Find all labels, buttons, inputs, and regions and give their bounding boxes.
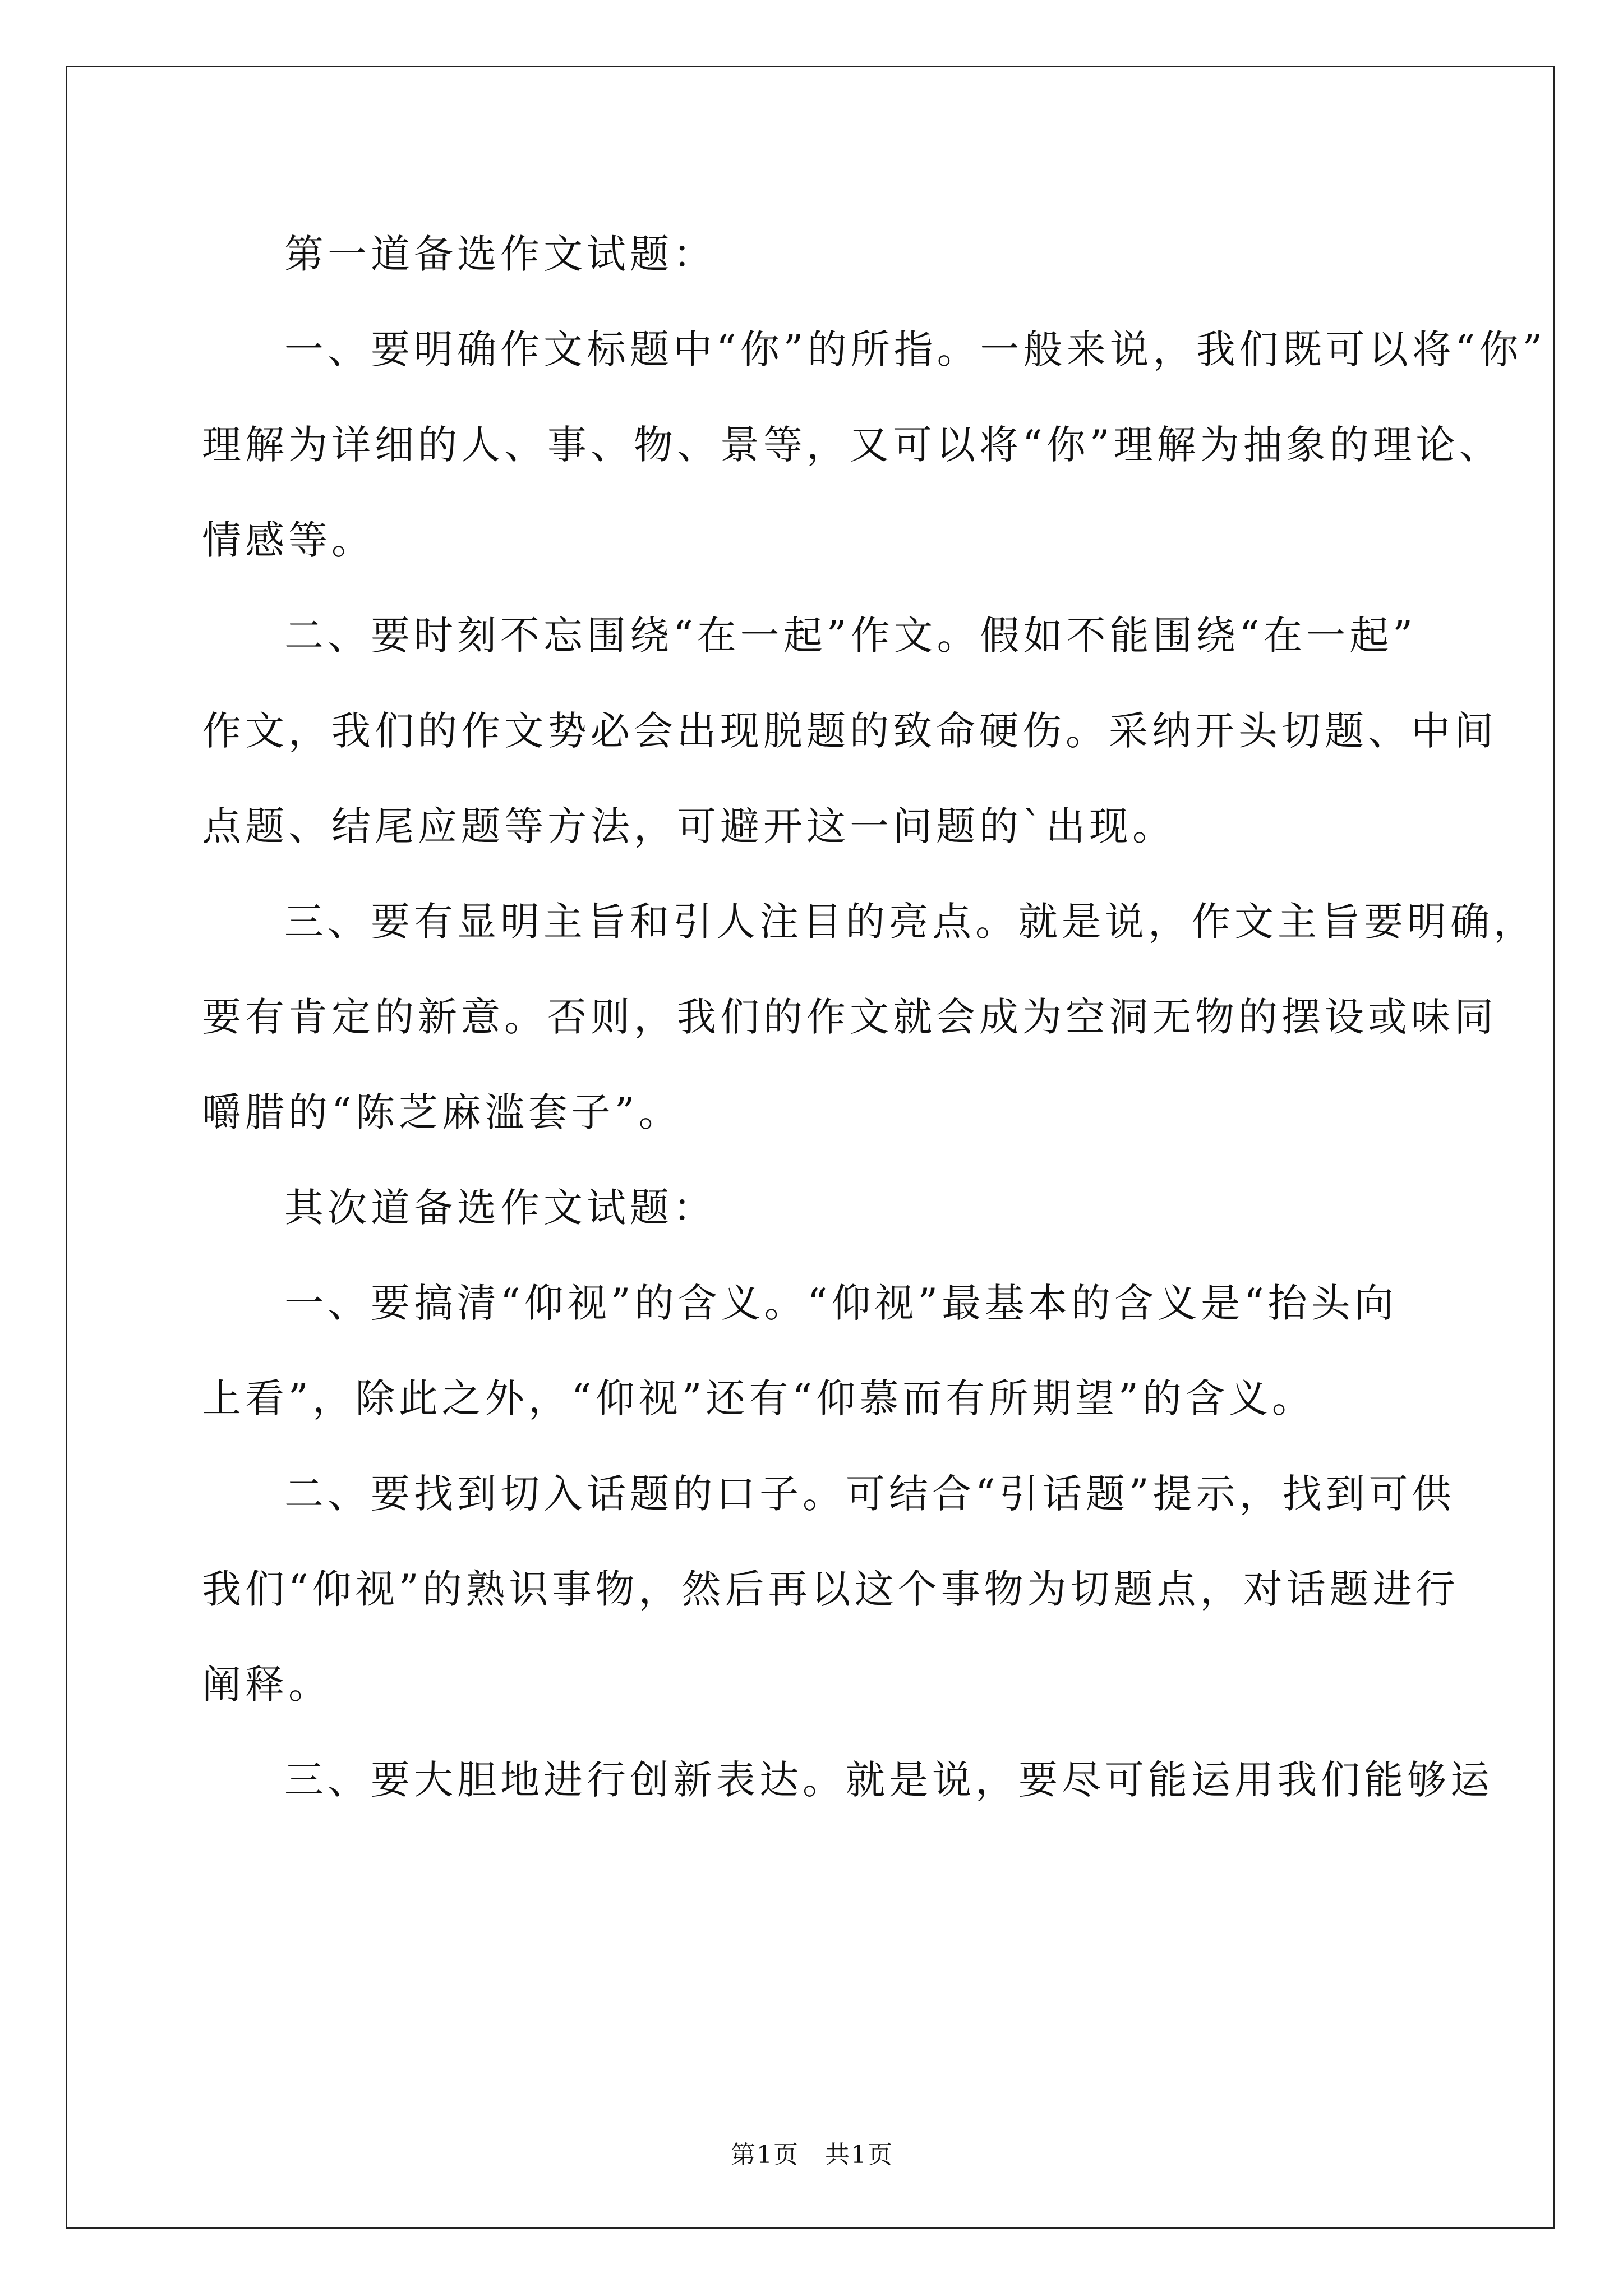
paragraph-line: 理解为详细的人、事、物、景等，又可以将“你”理解为抽象的理论、	[202, 422, 1502, 468]
page-footer: 第1页 共1页	[731, 2141, 893, 2169]
paragraph-line: 一、要搞清“仰视”的含义。“仰视”最基本的含义是“抬头向	[284, 1280, 1398, 1326]
page-frame	[66, 66, 1555, 2229]
paragraph-line: 作文，我们的作文势必会出现脱题的致命硬伤。采纳开头切题、中间	[202, 708, 1497, 754]
paragraph-line: 点题、结尾应题等方法，可避开这一问题的`出现。	[202, 803, 1175, 849]
paragraph-line: 阐释。	[202, 1662, 331, 1708]
paragraph-line: 其次道备选作文试题：	[284, 1185, 716, 1231]
paragraph-line: 要有肯定的新意。否则，我们的作文就会成为空洞无物的摆设或味同	[202, 994, 1497, 1040]
paragraph-line: 我们“仰视”的熟识事物，然后再以这个事物为切题点，对话题进行	[202, 1566, 1459, 1612]
paragraph-line: 二、要找到切入话题的口子。可结合“引话题”提示，找到可供	[284, 1471, 1455, 1517]
paragraph-line: 情感等。	[202, 517, 375, 563]
paragraph-line: 一、要明确作文标题中“你”的所指。一般来说，我们既可以将“你”	[284, 326, 1547, 372]
paragraph-line: 三、要有显明主旨和引人注目的亮点。就是说，作文主旨要明确，	[284, 899, 1537, 945]
paragraph-line: 嚼腊的“陈芝麻滥套子”。	[202, 1089, 682, 1135]
paragraph-line: 三、要大胆地进行创新表达。就是说，要尽可能运用我们能够运	[284, 1757, 1493, 1803]
paragraph-line: 二、要时刻不忘围绕“在一起”作文。假如不能围绕“在一起”	[284, 613, 1417, 659]
paragraph-line: 上看”，除此之外，“仰视”还有“仰慕而有所期望”的含义。	[202, 1375, 1315, 1421]
paragraph-line: 第一道备选作文试题：	[284, 231, 716, 277]
